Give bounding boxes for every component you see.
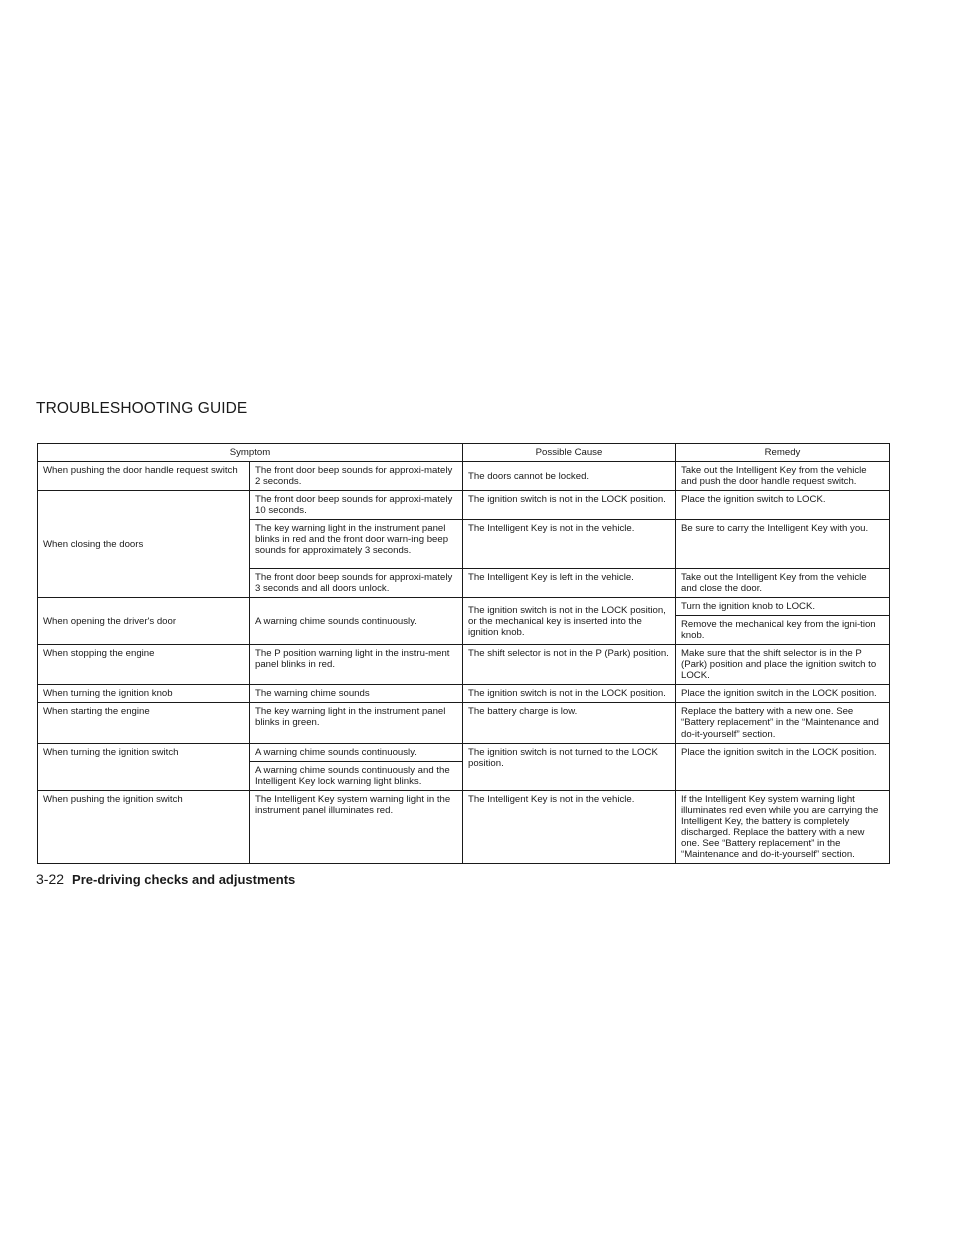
- situation-cell: When closing the doors: [38, 491, 250, 598]
- cause-cell: The doors cannot be locked.: [463, 462, 676, 491]
- remedy-cell: If the Intelligent Key system warning light illuminates red even while you are carrying the Intelligent Key, the battery is completely discharged. Replace the battery with a new one. See “Battery replacement” in the “Maintenance and do-it-yourself” section.: [676, 790, 890, 863]
- remedy-cell: Place the ignition switch in the LOCK position.: [676, 743, 890, 790]
- remedy-cell: Remove the mechanical key from the igni-tion knob.: [676, 616, 890, 645]
- cause-cell: The shift selector is not in the P (Park) position.: [463, 645, 676, 685]
- situation-cell: When stopping the engine: [38, 645, 250, 685]
- symptom-cell: The warning chime sounds: [250, 685, 463, 703]
- cause-cell: The Intelligent Key is not in the vehicle.: [463, 520, 676, 569]
- cause-cell: The Intelligent Key is left in the vehicle.: [463, 569, 676, 598]
- table-row: [38, 462, 890, 491]
- symptom-cell: The P position warning light in the instru-ment panel blinks in red.: [250, 645, 463, 685]
- situation-cell: When opening the driver's door: [38, 598, 250, 645]
- header-remedy: Remedy: [676, 444, 890, 462]
- cause-cell: The Intelligent Key is not in the vehicle.: [463, 790, 676, 863]
- symptom-cell: The front door beep sounds for approxi-mately 10 seconds.: [250, 491, 463, 520]
- page-footer: [36, 871, 295, 887]
- remedy-cell: Take out the Intelligent Key from the vehicle and push the door handle request switch.: [676, 462, 890, 491]
- table-row: [38, 685, 890, 703]
- header-cause: Possible Cause: [463, 444, 676, 462]
- symptom-cell: The key warning light in the instrument panel blinks in red and the front door warn-ing beep sounds for approximately 3 seconds.: [250, 520, 463, 569]
- table-row: [38, 491, 890, 520]
- remedy-cell: Place the ignition switch in the LOCK position.: [676, 685, 890, 703]
- situation-cell: When turning the ignition switch: [38, 743, 250, 790]
- symptom-cell: The front door beep sounds for approxi-mately 3 seconds and all doors unlock.: [250, 569, 463, 598]
- symptom-cell: A warning chime sounds continuously and the Intelligent Key lock warning light blinks.: [250, 761, 463, 790]
- remedy-cell: Take out the Intelligent Key from the vehicle and close the door.: [676, 569, 890, 598]
- remedy-cell: Turn the ignition knob to LOCK.: [676, 598, 890, 616]
- troubleshooting-table: [37, 443, 890, 864]
- table-row: [38, 790, 890, 863]
- situation-cell: When pushing the ignition switch: [38, 790, 250, 863]
- remedy-cell: Replace the battery with a new one. See “Battery replacement” in the “Maintenance and do-it-yourself” section.: [676, 703, 890, 743]
- cause-cell: The ignition switch is not turned to the LOCK position.: [463, 743, 676, 790]
- symptom-cell: A warning chime sounds continuously.: [250, 743, 463, 761]
- symptom-cell: The front door beep sounds for approxi-mately 2 seconds.: [250, 462, 463, 491]
- chapter-title: Pre-driving checks and adjustments: [72, 872, 296, 887]
- remedy-cell: Be sure to carry the Intelligent Key with you.: [676, 520, 890, 569]
- cause-cell: The ignition switch is not in the LOCK position, or the mechanical key is inserted into the ignition knob.: [463, 598, 676, 645]
- situation-cell: When starting the engine: [38, 703, 250, 743]
- cause-cell: The ignition switch is not in the LOCK position.: [463, 685, 676, 703]
- cause-cell: The ignition switch is not in the LOCK position.: [463, 491, 676, 520]
- header-symptom: Symptom: [38, 444, 463, 462]
- symptom-cell: The key warning light in the instrument panel blinks in green.: [250, 703, 463, 743]
- table-row: [38, 645, 890, 685]
- page-number: 3-22: [36, 871, 65, 887]
- section-title: TROUBLESHOOTING GUIDE: [36, 400, 248, 417]
- remedy-cell: Make sure that the shift selector is in the P (Park) position and place the ignition switch to LOCK.: [676, 645, 890, 685]
- table-row: [38, 598, 890, 616]
- situation-cell: When pushing the door handle request switch: [38, 462, 250, 491]
- table-row: [38, 743, 890, 761]
- table-header-row: [38, 444, 890, 462]
- remedy-cell: Place the ignition switch to LOCK.: [676, 491, 890, 520]
- cause-cell: The battery charge is low.: [463, 703, 676, 743]
- symptom-cell: The Intelligent Key system warning light in the instrument panel illuminates red.: [250, 790, 463, 863]
- symptom-cell: A warning chime sounds continuously.: [250, 598, 463, 645]
- situation-cell: When turning the ignition knob: [38, 685, 250, 703]
- table-row: [38, 703, 890, 743]
